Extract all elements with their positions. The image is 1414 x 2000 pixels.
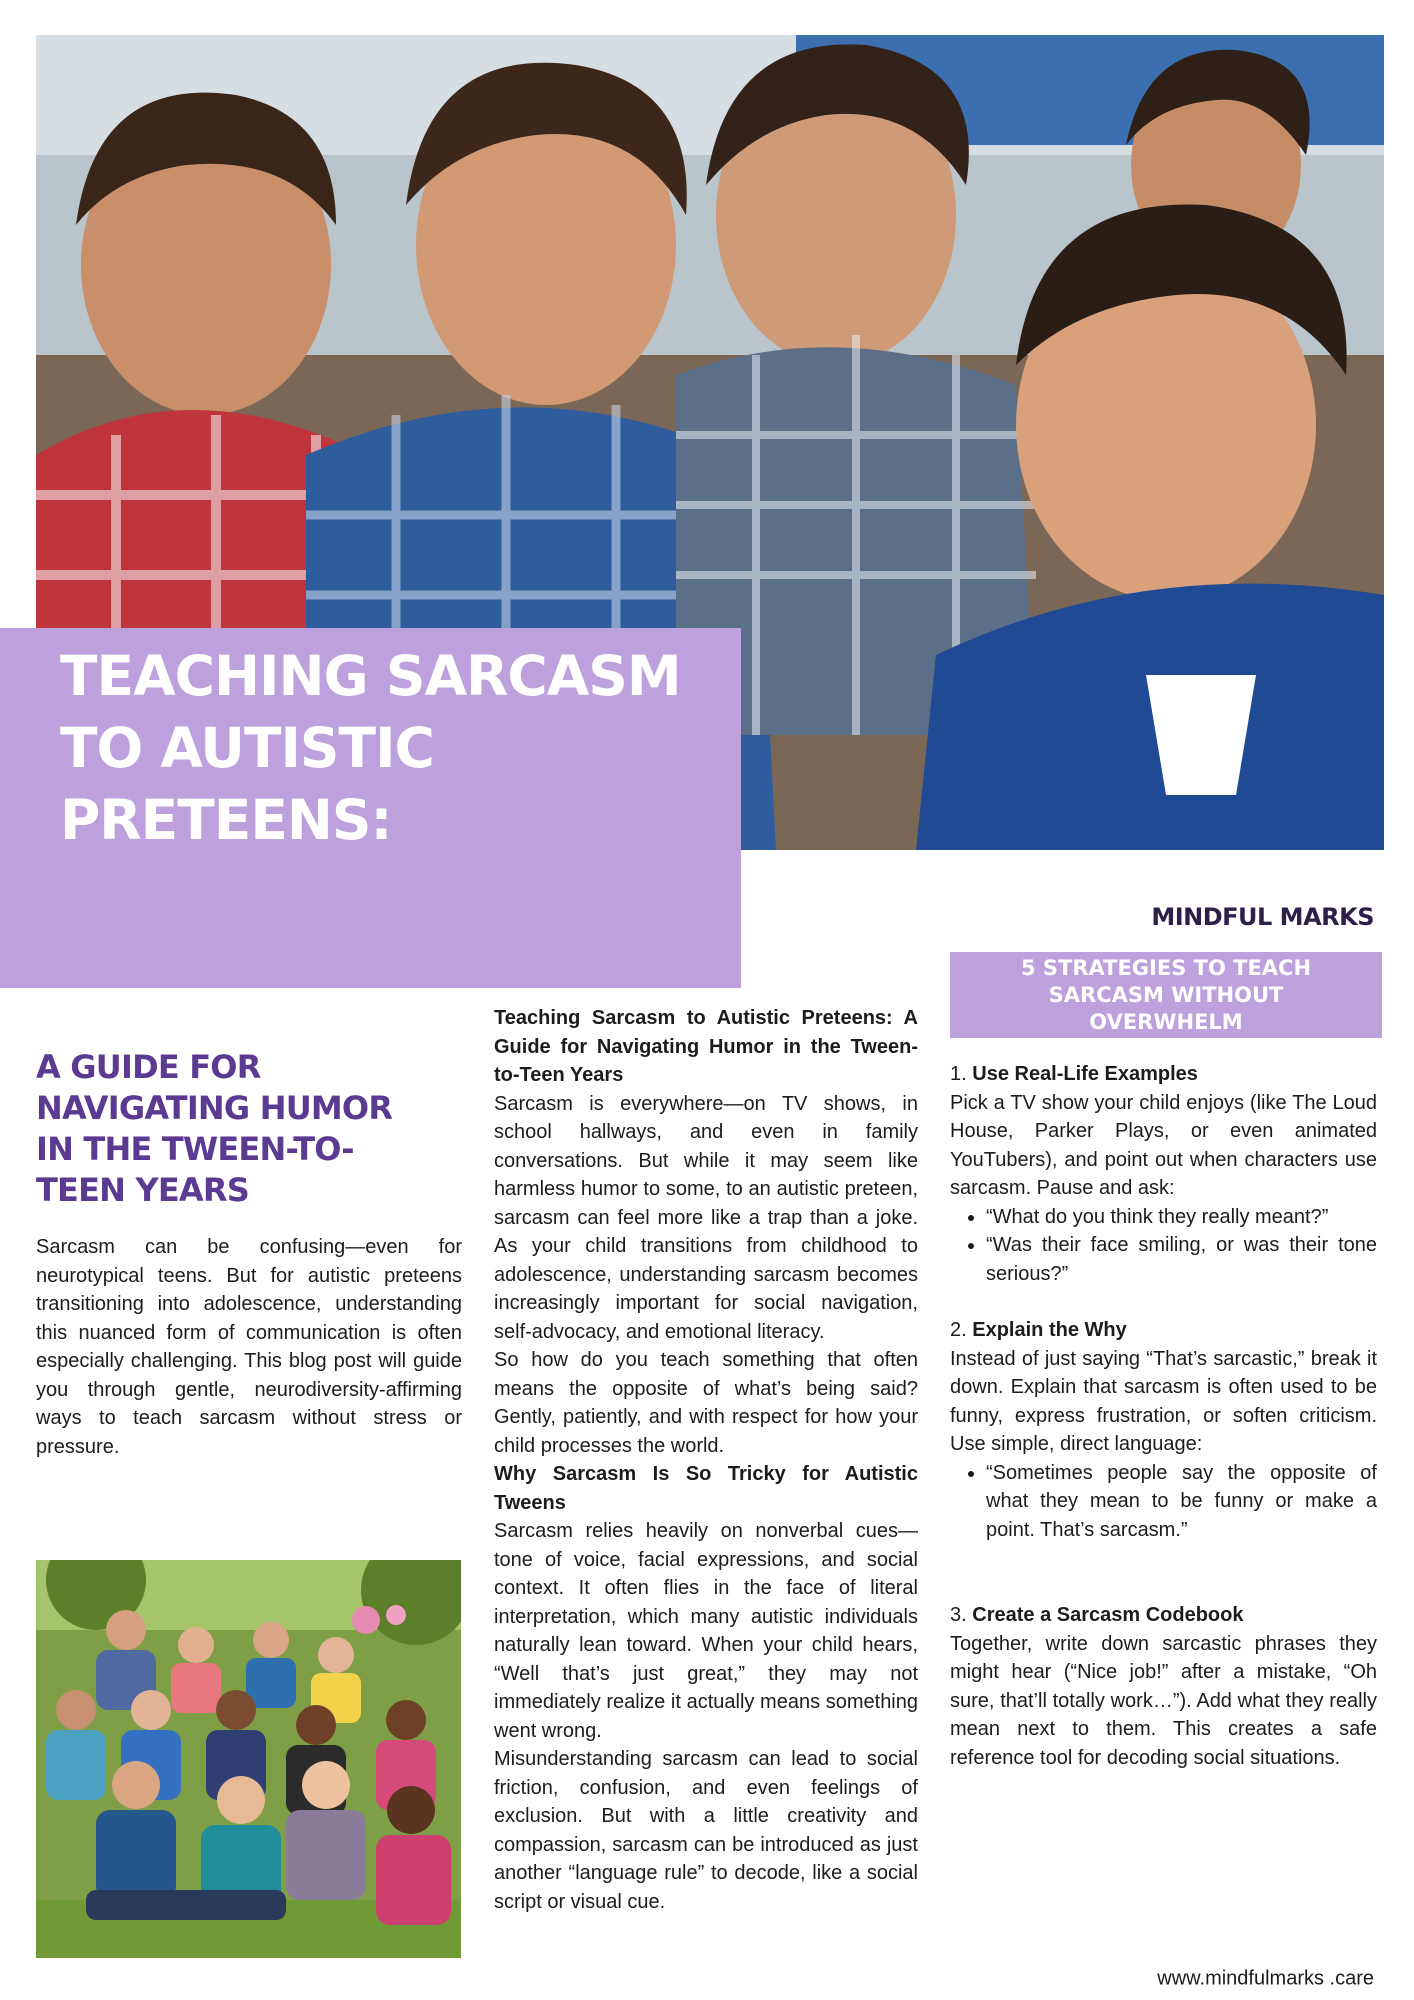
page-title: TEACHING SARCASM TO AUTISTIC PRETEENS:: [60, 644, 681, 852]
list-item: • “Sometimes people say the opposite of what they mean to be funny or make a point. That’s sarcasm.”: [986, 1459, 1377, 1545]
strategy-number: 3.: [950, 1604, 973, 1626]
strategy-heading: [950, 1060, 1377, 1089]
intro-paragraph: Sarcasm can be confusing—even for neurotypical teens. But for autistic preteens transitioning into adolescence, understanding this nuanced form of communication is often especially challenging. This blog post will guide you through gentle, neurodiversity-affirming ways to teach sarcasm without stress or pressure.: [36, 1236, 462, 1458]
strategy-title: Explain the Why: [972, 1319, 1127, 1341]
article-column: [494, 1004, 918, 1916]
strategy-title: Use Real-Life Examples: [972, 1063, 1198, 1085]
strategy-bullets: [950, 1459, 1377, 1545]
strategies-column: [950, 1060, 1377, 1772]
article-paragraph: Misunderstanding sarcasm can lead to social friction, confusion, and even feelings of exclusion. But with a little creativity and compassion, sarcasm can be introduced as just another “language rule” to decode, like a social script or visual cue.: [494, 1748, 918, 1913]
brand-name: MINDFUL MARKS: [1151, 903, 1374, 931]
strategies-banner: 5 STRATEGIES TO TEACH SARCASM WITHOUT OVERWHELM: [950, 952, 1382, 1038]
article-subheading: Why Sarcasm Is So Tricky for Autistic Tweens: [494, 1463, 918, 1514]
article-paragraph: So how do you teach something that often means the opposite of what’s being said? Gently, patiently, and with respect for how your child processes the world.: [494, 1349, 918, 1457]
strategy-bullets: [950, 1203, 1377, 1289]
list-item: • “Was their face smiling, or was their tone serious?”: [986, 1231, 1377, 1288]
strategy-text: Instead of just saying “That’s sarcastic,” break it down. Explain that sarcasm is often used to be funny, express frustration, or soften criticism. Use simple, direct language:: [950, 1347, 1377, 1455]
kids-photo-illustration: [36, 1560, 461, 1958]
strategy-title: Create a Sarcasm Codebook: [972, 1604, 1244, 1626]
strategy-number: 2.: [950, 1319, 973, 1341]
strategy-heading: [950, 1316, 1377, 1345]
strategy-text: Pick a TV show your child enjoys (like The Loud House, Parker Plays, or even animated YouTubers), and point out when characters use sarcasm. Pause and ask:: [950, 1091, 1377, 1199]
website-url: www.mindfulmarks .care: [1157, 1967, 1374, 1990]
strategy-number: 1.: [950, 1063, 973, 1085]
article-paragraph: Sarcasm is everywhere—on TV shows, in school hallways, and even in family conversations. But while it may seem like harmless humor to some, to an autistic preteen, sarcasm can feel more like a trap than a joke. As your child transitions from childhood to adolescence, understanding sarcasm becomes increasingly important for social navigation, self-advocacy, and emotional literacy.: [494, 1092, 918, 1343]
list-item: • “What do you think they really meant?”: [986, 1203, 1377, 1232]
strategy-heading: [950, 1601, 1377, 1630]
kids-group-photo: [36, 1560, 461, 1958]
strategy-text: Together, write down sarcastic phrases they might hear (“Nice job!” after a mistake, “Oh sure, that’ll totally work…”). Add what they really mean next to them. This creates a safe reference tool for decoding social situations.: [950, 1632, 1377, 1769]
subtitle: A GUIDE FOR NAVIGATING HUMOR IN THE TWEEN-TO-TEEN YEARS: [36, 1048, 393, 1209]
article-heading: Teaching Sarcasm to Autistic Preteens: A Guide for Navigating Humor in the Tween-to-Teen Years: [494, 1007, 918, 1086]
article-paragraph: Sarcasm relies heavily on nonverbal cues—tone of voice, facial expressions, and social context. It often flies in the face of literal interpretation, which many autistic individuals naturally lean toward. When your child hears, “Well that’s just great,” they may not immediately realize it actually means something went wrong.: [494, 1520, 918, 1742]
